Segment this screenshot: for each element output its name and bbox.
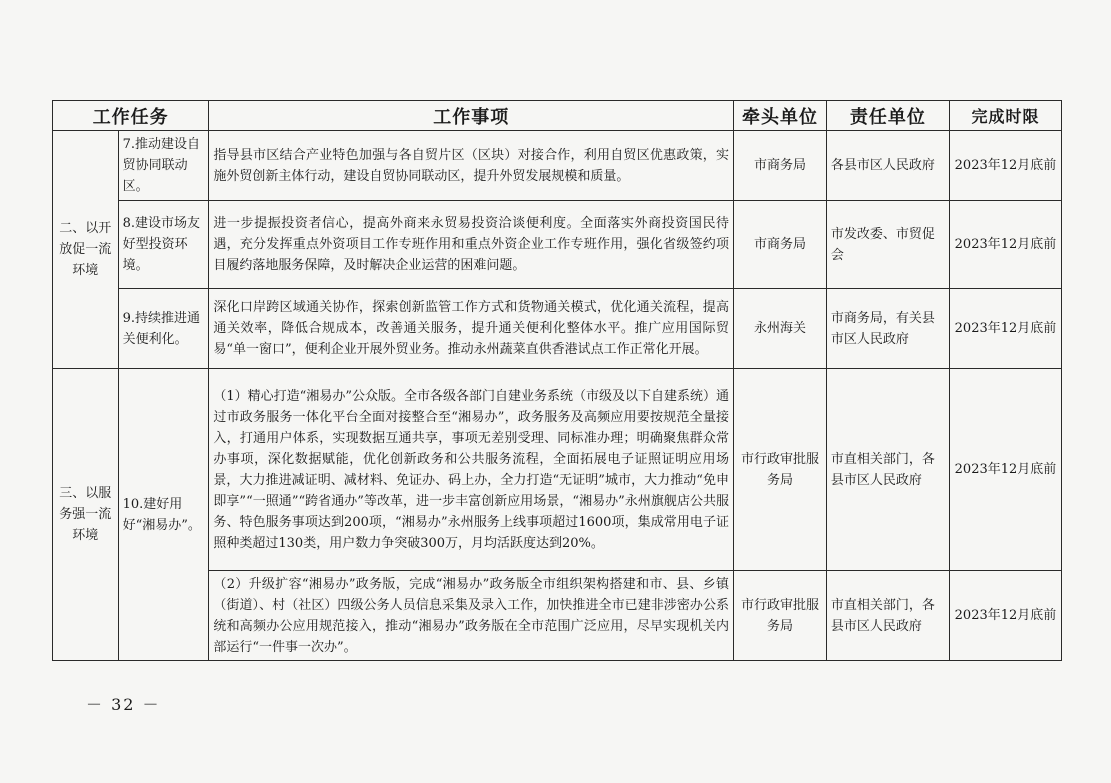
deadline-cell: 2023年12月底前 [949, 201, 1061, 289]
group-task: 三、以服务强一流环境 [53, 369, 119, 661]
matter-cell: 进一步提振投资者信心，提高外商来永贸易投资洽谈便利度。全面落实外商投资国民待遇，充分发挥重点外资项目工作专班作用和重点外资企业工作专班作用，强化省级签约项目履约落地服务保障，及时解决企业运营的困难问题。 [209, 201, 734, 289]
lead-cell: 市商务局 [734, 131, 827, 201]
header-row [53, 101, 1062, 131]
resp-cell: 市发改委、市贸促会 [826, 201, 949, 289]
resp-cell: 市商务局，有关县市区人民政府 [826, 289, 949, 369]
lead-cell: 市行政审批服务局 [734, 369, 827, 571]
deadline-cell: 2023年12月底前 [949, 571, 1061, 661]
table-row [53, 131, 1062, 201]
header-lead: 牵头单位 [734, 101, 827, 131]
subtask-cell: 7.推动建设自贸协同联动区。 [118, 131, 209, 201]
lead-cell: 市商务局 [734, 201, 827, 289]
matter-cell: 指导县市区结合产业特色加强与各自贸片区（区块）对接合作，利用自贸区优惠政策，实施外贸创新主体行动，建设自贸协同联动区，提升外贸发展规模和质量。 [209, 131, 734, 201]
deadline-cell: 2023年12月底前 [949, 369, 1061, 571]
page-number: － 32 － [86, 695, 161, 714]
matter-cell: （1）精心打造“湘易办”公众版。全市各级各部门自建业务系统（市级及以下自建系统）通过市政务服务一体化平台全面对接整合至“湘易办”，政务服务及高频应用要按规范全量接入，打通用户体系，实现数据互通共享，事项无差别受理、同标准办理；明确聚焦群众常办事项，深化数据赋能，优化创新政务和公共服务流程，全面拓展电子证照证明应用场景，大力推进减证明、减材料、免证办、码上办，全力打造“无证明”城市，大力推动“免申即享”“一照通”“跨省通办”等改革，进一步丰富创新应用场景，“湘易办”永州旗舰店公共服务、特色服务事项达到200项，“湘易办”永州服务上线事项超过1600项，集成常用电子证照种类超过130类，用户数力争突破300万，月均活跃度达到20%。 [209, 369, 734, 571]
resp-cell: 市直相关部门，各县市区人民政府 [826, 571, 949, 661]
resp-cell: 各县市区人民政府 [826, 131, 949, 201]
table-row [53, 289, 1062, 369]
subtask-cell: 10.建好用好“湘易办”。 [118, 369, 209, 661]
header-matter: 工作事项 [209, 101, 734, 131]
resp-cell: 市直相关部门，各县市区人民政府 [826, 369, 949, 571]
header-task: 工作任务 [53, 101, 209, 131]
matter-cell: （2）升级扩容“湘易办”政务版，完成“湘易办”政务版全市组织架构搭建和市、县、乡镇（街道）、村（社区）四级公务人员信息采集及录入工作，加快推进全市已建非涉密办公系统和高频办公应用规范接入，推动“湘易办”政务版在全市范围广泛应用，尽早实现机关内部运行“一件事一次办”。 [209, 571, 734, 661]
deadline-cell: 2023年12月底前 [949, 289, 1061, 369]
matter-cell: 深化口岸跨区域通关协作，探索创新监管工作方式和货物通关模式，优化通关流程，提高通关效率，降低合规成本，改善通关服务，提升通关便利化整体水平。推广应用国际贸易“单一窗口”，便利企业开展外贸业务。推动永州蔬菜直供香港试点工作正常化开展。 [209, 289, 734, 369]
deadline-cell: 2023年12月底前 [949, 131, 1061, 201]
subtask-cell: 9.持续推进通关便利化。 [118, 289, 209, 369]
header-deadline: 完成时限 [949, 101, 1061, 131]
table-row [53, 369, 1062, 571]
subtask-cell: 8.建设市场友好型投资环境。 [118, 201, 209, 289]
lead-cell: 永州海关 [734, 289, 827, 369]
header-resp: 责任单位 [826, 101, 949, 131]
table-row [53, 201, 1062, 289]
work-plan-table [52, 100, 1062, 661]
group-task: 二、以开放促一流环境 [53, 131, 119, 369]
lead-cell: 市行政审批服务局 [734, 571, 827, 661]
